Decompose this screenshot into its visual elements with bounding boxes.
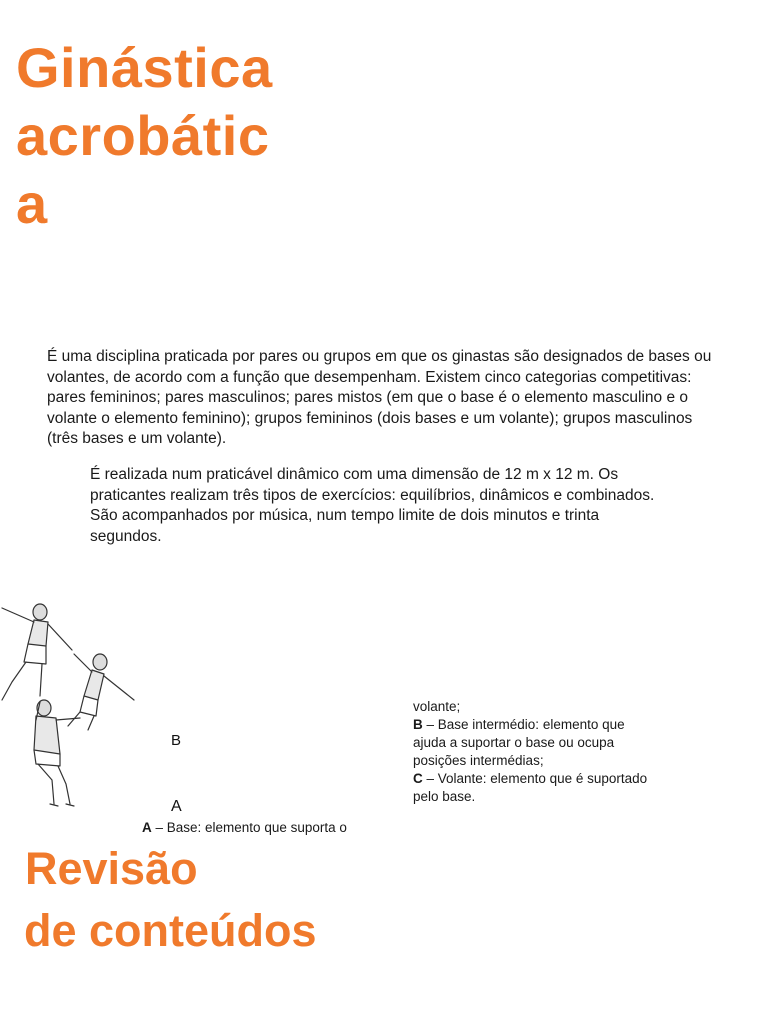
definition-b-key: B bbox=[413, 717, 423, 732]
definition-c bbox=[413, 770, 693, 788]
title-line-1: Ginástica bbox=[16, 36, 273, 99]
acrobatic-gymnasts-illustration bbox=[0, 600, 150, 810]
definition-b-text: – Base intermédio: elemento que bbox=[422, 717, 625, 732]
definition-b-line-2: ajuda a suportar o base ou ocupa bbox=[413, 735, 615, 750]
title-line-3: a bbox=[16, 172, 48, 235]
definition-c-line-2: pelo base. bbox=[413, 789, 476, 804]
details-paragraph: É realizada num praticável dinâmico com uma dimensão de 12 m x 12 m. Os praticantes realizam três tipos de exercícios: equilíbrios, dinâmicos e combinados. São acompanhados por música, num tempo limite de dois minutos e trinta segundos. bbox=[90, 466, 655, 545]
subtitle-line-1: Revisão bbox=[25, 843, 198, 894]
definition-a-continued: volante; bbox=[413, 699, 461, 714]
definition-a bbox=[142, 819, 382, 837]
definition-b bbox=[413, 716, 693, 734]
intro-paragraph: É uma disciplina praticada por pares ou grupos em que os ginastas são designados de bases ou volantes, de acordo com a função que desempenham. Existem cinco categorias competitivas: pares femininos; pares masculinos; pares mistos (em que o base é o elemento masculino e o volante o elemento feminino); grupos femininos (dois bases e um volante); grupos masculinos (três bases e um volante). bbox=[47, 348, 712, 447]
figure-label-a: A bbox=[171, 798, 182, 815]
definition-b-line-3: posições intermédias; bbox=[413, 753, 544, 768]
figure-label-b: B bbox=[171, 732, 182, 749]
definition-c-text: – Volante: elemento que é suportado bbox=[422, 771, 648, 786]
page-title bbox=[16, 34, 336, 238]
definitions-column bbox=[413, 698, 693, 806]
definition-a-text: – Base: elemento que suporta o bbox=[151, 820, 347, 835]
title-line-2: acrobátic bbox=[16, 104, 270, 167]
definition-a-key: A bbox=[142, 820, 152, 835]
subtitle-line-2: de conteúdos bbox=[24, 905, 317, 956]
section-subtitle bbox=[25, 838, 425, 962]
definition-c-key: C bbox=[413, 771, 423, 786]
